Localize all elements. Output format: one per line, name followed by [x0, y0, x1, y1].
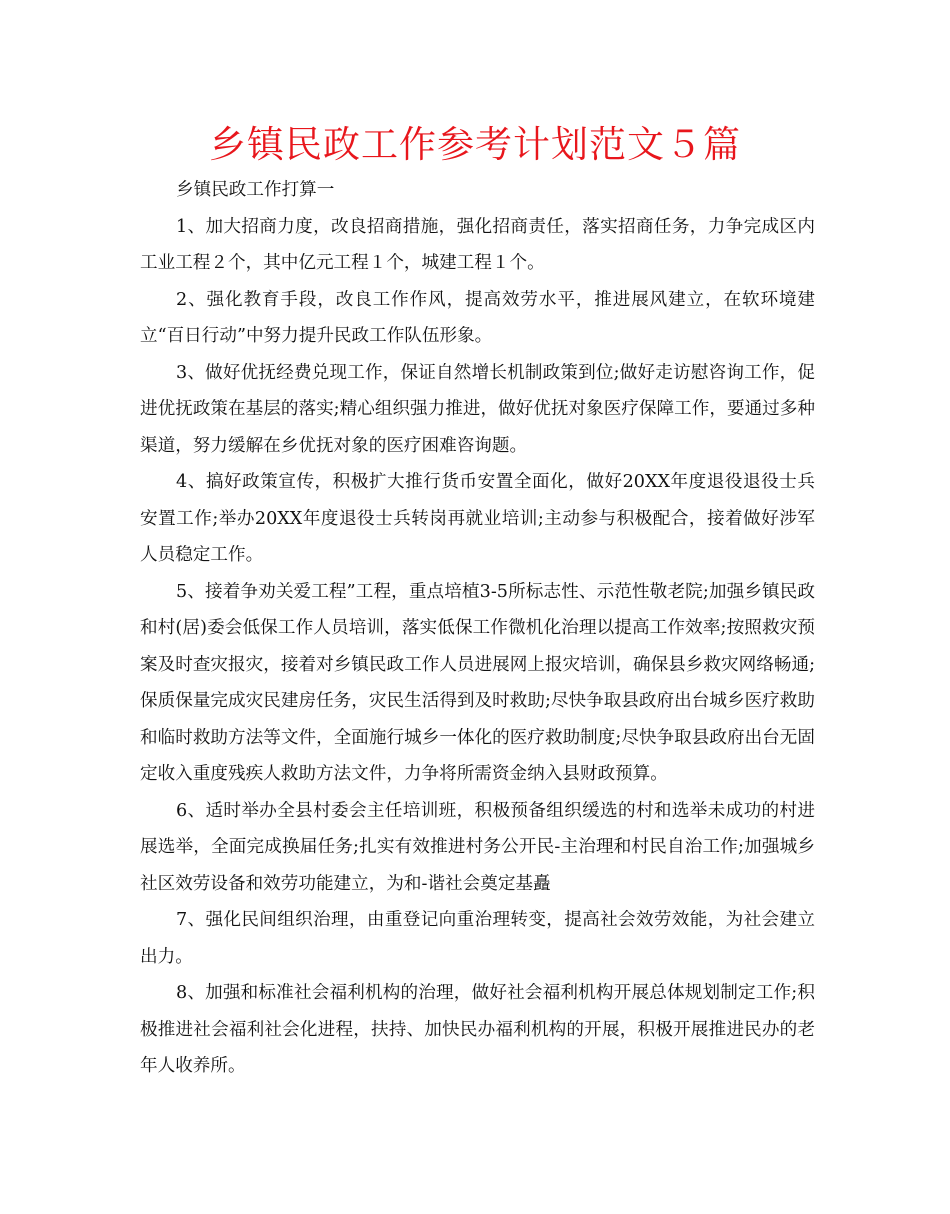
paragraph-3: 3、做好优抚经费兑现工作，保证自然增长机制政策到位;做好走访慰咨询工作，促进优抚政策在基层的落实;精心组织强力推进，做好优抚对象医疗保障工作，要通过多种渠道，努力缓解在乡优抚对象的医疗困难咨询题。 — [140, 362, 815, 456]
paragraph-5: 5、接着争劝关爱工程”工程，重点培植3-5所标志性、示范性敬老院;加强乡镇民政和村(居)委会低保工作人员培训，落实低保工作微机化治理以提高工作效率;按照救灾预案及时查灾报灾，接着对乡镇民政工作人员进展网上报灾培训，确保县乡救灾网络畅通;保质保量完成灾民建房任务，灾民生活得到及时救助;尽快争取县政府出台城乡医疗救助和临时救助方法等文件，全面施行城乡一体化的医疗救助制度;尽快争取县政府出台无固定收入重度残疾人救助方法文件，力争将所需资金纳入县财政预算。 — [140, 581, 815, 784]
paragraph-1: 1、加大招商力度，改良招商措施，强化招商责任，落实招商任务，力争完成区内工业工程２个，其中亿元工程１个，城建工程１个。 — [140, 216, 815, 273]
paragraph-6: 6、适时举办全县村委会主任培训班，积极预备组织缓选的村和选举未成功的村进展选举，全面完成换届任务;扎实有效推进村务公开民-主治理和村民自治工作;加强城乡社区效劳设备和效劳功能建立，为和-谐社会奠定基矗 — [140, 800, 815, 894]
section-subheading: 乡镇民政工作打算一 — [176, 180, 335, 200]
paragraph-8: 8、加强和标准社会福利机构的治理，做好社会福利机构开展总体规划制定工作;积极推进社会福利社会化进程，扶持、加快民办福利机构的开展，积极开展推进民办的老年人收养所。 — [140, 983, 815, 1076]
document-body — [140, 172, 815, 1085]
paragraph-4: 4、搞好政策宣传，积极扩大推行货币安置全面化，做好20XX年度退役退役士兵安置工作;举办20XX年度退役士兵转岗再就业培训;主动参与积极配合，接着做好涉军人员稳定工作。 — [140, 472, 815, 565]
paragraph-7: 7、强化民间组织治理，由重登记向重治理转变，提高社会效劳效能，为社会建立出力。 — [140, 910, 815, 967]
paragraph-2: 2、强化教育手段，改良工作作风，提高效劳水平，推进展风建立，在软环境建立“百日行动”中努力提升民政工作队伍形象。 — [140, 289, 815, 346]
document-title: 乡镇民政工作参考计划范文５篇 — [209, 123, 741, 166]
